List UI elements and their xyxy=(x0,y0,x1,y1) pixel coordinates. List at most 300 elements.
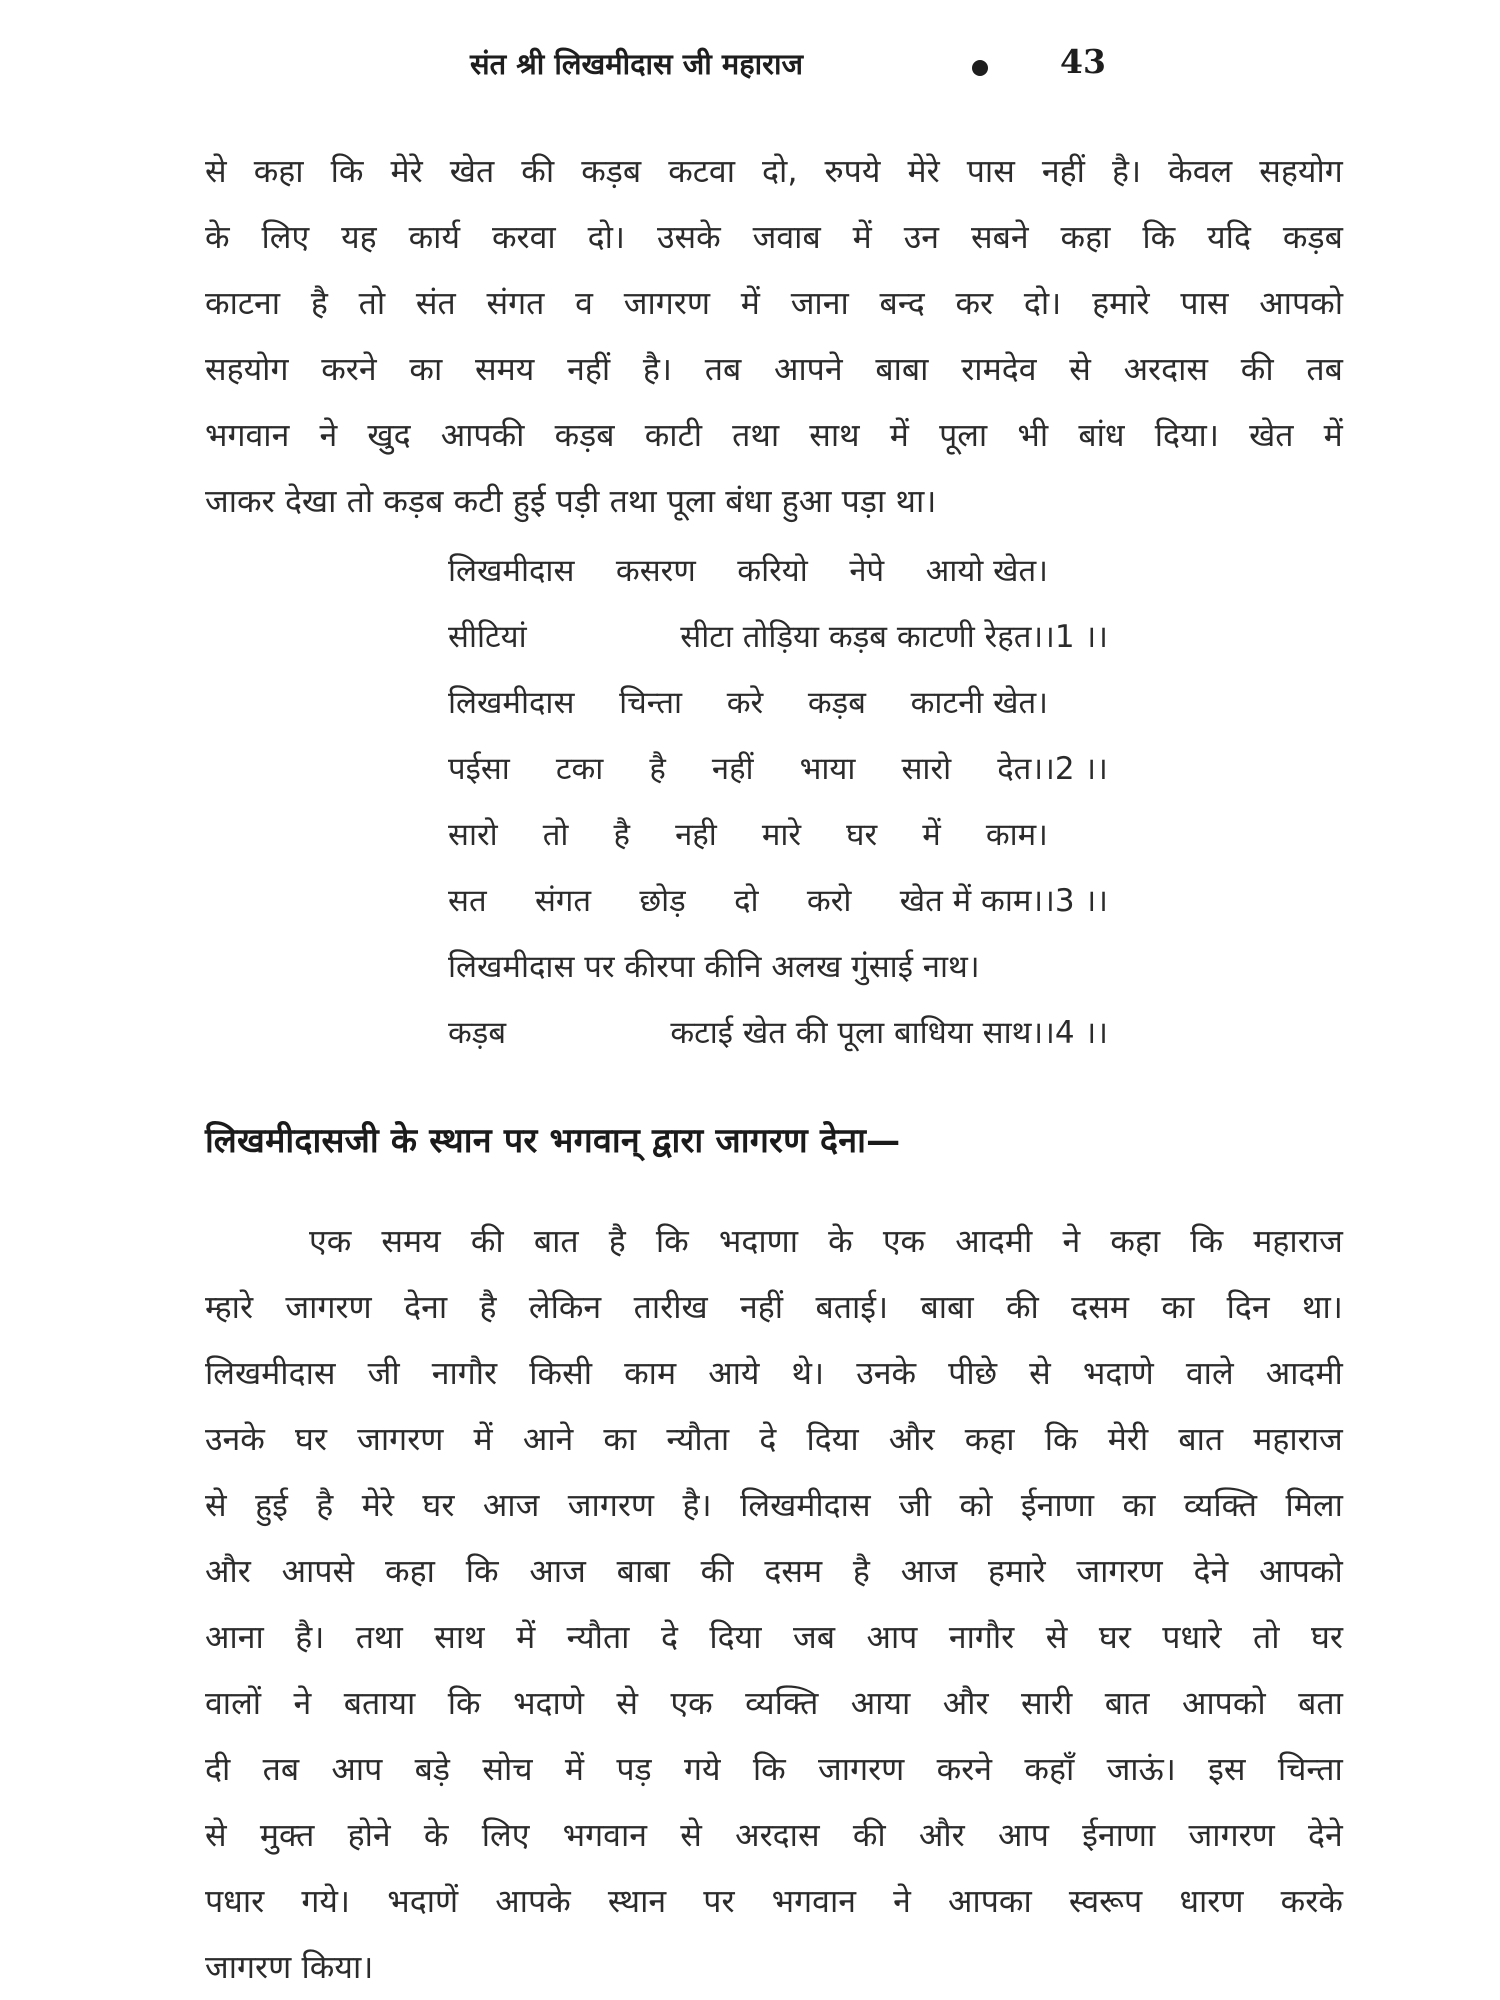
word: में xyxy=(564,1750,585,1788)
word: भदाणे xyxy=(513,1684,584,1722)
word: है। xyxy=(1112,152,1142,190)
word: कहा xyxy=(253,152,304,190)
word: बात xyxy=(533,1222,579,1260)
word: दो, xyxy=(762,152,798,190)
word: नागौर xyxy=(431,1354,498,1392)
word: बताया xyxy=(343,1684,416,1722)
word: साथ xyxy=(809,416,860,454)
word: में xyxy=(1323,416,1343,454)
word: आप xyxy=(997,1816,1049,1854)
word: तब xyxy=(1306,350,1343,388)
word: कि xyxy=(655,1222,689,1260)
word: न्यौता xyxy=(666,1420,730,1458)
word: का xyxy=(1161,1288,1195,1326)
word: सत xyxy=(448,883,487,919)
word: बंधा xyxy=(725,482,772,520)
word: सारो xyxy=(448,817,498,853)
word: आज xyxy=(482,1486,540,1524)
word: इस xyxy=(1208,1750,1246,1788)
word: पर xyxy=(703,1882,735,1920)
word: से xyxy=(205,152,227,190)
word: कसरण xyxy=(615,553,696,589)
word: का xyxy=(1122,1486,1156,1524)
word: में xyxy=(922,817,941,853)
word: आदमी xyxy=(955,1222,1033,1260)
word: छोड़ xyxy=(639,883,686,919)
word: का xyxy=(409,350,443,388)
word: कड़ब xyxy=(1282,218,1343,256)
word: आपको xyxy=(1259,1552,1343,1590)
word: रुपये xyxy=(824,152,881,190)
word: यदि xyxy=(1207,218,1251,256)
text-line xyxy=(205,468,1343,534)
word: से xyxy=(1045,1618,1068,1656)
word: दो। xyxy=(1023,284,1062,322)
word: ने xyxy=(893,1882,911,1920)
word: पीछे xyxy=(948,1354,998,1392)
word: पड़ा xyxy=(841,482,886,520)
word: जागरण xyxy=(1076,1552,1163,1590)
word: खुद xyxy=(367,416,411,454)
word: दसम xyxy=(764,1552,823,1590)
word: जाना xyxy=(790,284,849,322)
verse-line xyxy=(448,670,1118,736)
verse-line xyxy=(448,802,1118,868)
word: है xyxy=(310,284,328,322)
word: है। xyxy=(642,350,672,388)
word: है xyxy=(316,1486,334,1524)
word: मारे xyxy=(761,817,802,853)
text-line xyxy=(205,336,1343,402)
word: घर xyxy=(1098,1618,1131,1656)
word: से xyxy=(1069,350,1091,388)
word: नागौर xyxy=(948,1618,1015,1656)
word: चिन्ता xyxy=(1277,1750,1343,1788)
word: करवा xyxy=(491,218,556,256)
word: है xyxy=(852,1552,870,1590)
word: की xyxy=(1240,350,1274,388)
word: दो xyxy=(734,883,759,919)
word: जाऊं। xyxy=(1106,1750,1176,1788)
word: करो xyxy=(806,883,852,919)
word: संत xyxy=(415,284,456,322)
word: की xyxy=(1005,1288,1039,1326)
word: और xyxy=(205,1552,251,1590)
word: लिखमीदास xyxy=(448,553,575,589)
word: आपसे xyxy=(281,1552,355,1590)
word: हुआ xyxy=(781,482,832,520)
word: की xyxy=(521,152,555,190)
word: जी xyxy=(899,1486,932,1524)
word: में xyxy=(516,1618,536,1656)
word: देने xyxy=(1193,1552,1229,1590)
word: काम xyxy=(624,1354,677,1392)
word: आने xyxy=(522,1420,574,1458)
word: तो xyxy=(542,817,569,853)
word: कहा xyxy=(964,1420,1015,1458)
word: जागरण xyxy=(357,1420,444,1458)
word: दसम xyxy=(1071,1288,1129,1326)
text-line xyxy=(205,1604,1343,1670)
running-head xyxy=(0,44,1500,94)
word: कड़ब xyxy=(807,685,866,721)
word: जागरण xyxy=(1188,1816,1275,1854)
word: है xyxy=(479,1288,497,1326)
word: स्वरूप xyxy=(1068,1882,1143,1920)
word: और xyxy=(942,1684,989,1722)
word: कड़ब xyxy=(383,482,444,520)
word: पईसा xyxy=(448,751,510,787)
word: केवल xyxy=(1168,152,1233,190)
word: भगवान xyxy=(205,416,290,454)
word: की xyxy=(700,1552,734,1590)
word: लिखमीदास पर कीरपा कीनि अलख गुंसाई नाथ। xyxy=(448,949,980,985)
word: में xyxy=(740,284,760,322)
word: मुक्त xyxy=(259,1816,315,1854)
word: दे xyxy=(660,1618,678,1656)
verse-line xyxy=(448,538,1118,604)
word: बन्द xyxy=(879,284,925,322)
word: था। xyxy=(1302,1288,1343,1326)
word: किया। xyxy=(301,1948,374,1986)
word: तारीख xyxy=(633,1288,708,1326)
word: महाराज xyxy=(1253,1420,1343,1458)
word: जागरण xyxy=(567,1486,655,1524)
word: भदाणे xyxy=(1082,1354,1154,1392)
word: भगवान xyxy=(562,1816,648,1854)
word: कि xyxy=(752,1750,786,1788)
word: कि xyxy=(447,1684,481,1722)
section-heading: लिखमीदासजी के स्थान पर भगवान् द्वारा जागरण देना— xyxy=(205,1121,901,1161)
word: बात xyxy=(1178,1420,1224,1458)
word: बांध xyxy=(1078,416,1125,454)
word: मेरे xyxy=(361,1486,394,1524)
word: नेपे xyxy=(849,553,885,589)
word: भाया xyxy=(799,751,856,787)
word: देना xyxy=(404,1288,448,1326)
word: दे xyxy=(759,1420,777,1458)
word: है। xyxy=(682,1486,712,1524)
text-line xyxy=(205,1340,1343,1406)
running-head-title: संत श्री लिखमीदास जी महाराज xyxy=(470,47,803,81)
word: कहा xyxy=(1110,1222,1161,1260)
word: जाकर xyxy=(205,482,275,520)
word: तब xyxy=(262,1750,300,1788)
word: में xyxy=(852,218,872,256)
text-line xyxy=(205,1274,1343,1340)
word: सबने xyxy=(970,218,1029,256)
word: व्यक्ति xyxy=(1183,1486,1258,1524)
word: में xyxy=(473,1420,493,1458)
word: मेरे xyxy=(907,152,940,190)
word: वाले xyxy=(1185,1354,1234,1392)
word: बाबा xyxy=(920,1288,974,1326)
word: महाराज xyxy=(1253,1222,1343,1260)
word: कटी xyxy=(453,482,503,520)
word: सहयोग xyxy=(1259,152,1343,190)
word: कड़ब xyxy=(581,152,642,190)
word: से xyxy=(680,1816,702,1854)
word: साथ xyxy=(434,1618,485,1656)
word: की xyxy=(470,1222,504,1260)
word: तो xyxy=(358,284,386,322)
word: करियो xyxy=(737,553,808,589)
text-line xyxy=(205,1736,1343,1802)
word: बड़े xyxy=(414,1750,451,1788)
text-line xyxy=(205,1802,1343,1868)
word: उसके xyxy=(656,218,721,256)
word: तब xyxy=(704,350,742,388)
word: चिन्ता xyxy=(619,685,683,721)
word: पड़ी xyxy=(555,482,600,520)
word: था। xyxy=(895,482,937,520)
word: है xyxy=(608,1222,626,1260)
text-line xyxy=(205,1670,1343,1736)
word: ईनाणा xyxy=(1082,1816,1156,1854)
word: देत।।2 ।। xyxy=(997,751,1108,787)
word: पास xyxy=(966,152,1015,190)
word: बाबा xyxy=(875,350,929,388)
word: काम। xyxy=(985,817,1048,853)
word: दिया xyxy=(806,1420,859,1458)
word: आप xyxy=(331,1750,383,1788)
word: सारी xyxy=(1021,1684,1073,1722)
word: कड़ब xyxy=(448,1015,507,1051)
word: आपको xyxy=(1259,284,1343,322)
verse-line xyxy=(448,736,1118,802)
word: से xyxy=(1029,1354,1051,1392)
word: ने xyxy=(319,416,338,454)
word: के xyxy=(828,1222,853,1260)
word: पूला xyxy=(666,482,716,520)
word: खेत में काम।।3 ।। xyxy=(899,883,1108,919)
word: यह xyxy=(341,218,377,256)
word: आज xyxy=(529,1552,586,1590)
word: आपका xyxy=(948,1882,1032,1920)
word: मिला xyxy=(1285,1486,1343,1524)
word: उन xyxy=(903,218,940,256)
word: पधारे xyxy=(1162,1618,1222,1656)
word: ने xyxy=(1062,1222,1081,1260)
word: कहा xyxy=(1060,218,1111,256)
word: नही xyxy=(675,817,717,853)
word: उनके xyxy=(856,1354,917,1392)
word: सारो xyxy=(901,751,952,787)
word: नहीं xyxy=(567,350,611,388)
word: करने xyxy=(936,1750,993,1788)
verse-block xyxy=(448,538,1118,1066)
word: और xyxy=(918,1816,965,1854)
word: जागरण xyxy=(205,1948,292,1986)
verse-line xyxy=(448,1000,1118,1066)
verse-couplet xyxy=(448,670,1118,802)
word: के xyxy=(423,1816,449,1854)
word: बात xyxy=(1104,1684,1150,1722)
text-line xyxy=(205,1472,1343,1538)
word: पास xyxy=(1180,284,1229,322)
word: का xyxy=(603,1420,637,1458)
word: है। xyxy=(295,1618,325,1656)
text-line xyxy=(205,204,1343,270)
word: किसी xyxy=(529,1354,593,1392)
word: संगत xyxy=(534,883,592,919)
word: आना xyxy=(205,1618,264,1656)
word: बता xyxy=(1298,1684,1343,1722)
word: जागरण xyxy=(285,1288,372,1326)
word: तथा xyxy=(732,416,780,454)
word: स्थान xyxy=(607,1882,667,1920)
word: हुई xyxy=(255,1486,288,1524)
word: न्यौता xyxy=(566,1618,630,1656)
word: नहीं xyxy=(740,1288,784,1326)
text-line xyxy=(205,270,1343,336)
word: से xyxy=(205,1816,227,1854)
word: हुई xyxy=(512,482,546,520)
word: काटी xyxy=(644,416,702,454)
word: में xyxy=(889,416,909,454)
word: हमारे xyxy=(1092,284,1150,322)
word: लेकिन xyxy=(528,1288,602,1326)
word: घर xyxy=(1310,1618,1343,1656)
word: आपको xyxy=(1181,1684,1266,1722)
word: के xyxy=(205,218,230,256)
word: कहाँ xyxy=(1024,1750,1075,1788)
word: कि xyxy=(1044,1420,1078,1458)
word: कर xyxy=(955,284,994,322)
page-number: 43 xyxy=(1060,42,1106,81)
word: जागरण xyxy=(623,284,711,322)
word: सोच xyxy=(482,1750,533,1788)
word: दो। xyxy=(587,218,626,256)
word: एक xyxy=(309,1222,352,1260)
word: आयो खेत। xyxy=(925,553,1048,589)
word: म्हारे xyxy=(205,1288,254,1326)
word: एक xyxy=(882,1222,926,1260)
word: ने xyxy=(293,1684,312,1722)
word: सीटियां xyxy=(448,619,527,655)
word: होने xyxy=(347,1816,391,1854)
word: घर xyxy=(295,1420,328,1458)
word: खेत xyxy=(1249,416,1294,454)
verse-line xyxy=(448,868,1118,934)
word: खेत xyxy=(449,152,495,190)
word: है xyxy=(613,817,630,853)
word: गये xyxy=(683,1750,721,1788)
word: आज xyxy=(900,1552,958,1590)
word: कड़ब xyxy=(554,416,615,454)
text-line xyxy=(205,1406,1343,1472)
word: समय xyxy=(381,1222,441,1260)
word: दिन xyxy=(1226,1288,1270,1326)
word: संगत xyxy=(486,284,545,322)
word: काटनी खेत। xyxy=(910,685,1048,721)
word: एक xyxy=(670,1684,713,1722)
word: हमारे xyxy=(988,1552,1046,1590)
word: मेरी xyxy=(1107,1420,1149,1458)
word: आपकी xyxy=(440,416,525,454)
word: वालों xyxy=(205,1684,262,1722)
word: दी xyxy=(205,1750,231,1788)
word: अरदास xyxy=(735,1816,820,1854)
word: नहीं xyxy=(1041,152,1085,190)
word: रामदेव xyxy=(961,350,1037,388)
word: से xyxy=(205,1486,227,1524)
word: लिखमीदास xyxy=(740,1486,871,1524)
word: टका xyxy=(555,751,604,787)
word: करने xyxy=(321,350,377,388)
word: आदमी xyxy=(1265,1354,1343,1392)
word: कार्य xyxy=(408,218,461,256)
verse-line xyxy=(448,934,1118,1000)
text-line xyxy=(205,138,1343,204)
word: आया xyxy=(850,1684,911,1722)
word: पूला xyxy=(939,416,988,454)
word: दिया। xyxy=(1154,416,1219,454)
text-line xyxy=(205,1208,1343,1274)
word: तथा xyxy=(355,1618,403,1656)
word: लिखमीदास xyxy=(448,685,575,721)
word: लिए xyxy=(481,1816,530,1854)
verse-couplet xyxy=(448,802,1118,934)
paragraph-2 xyxy=(205,1208,1343,2000)
word: व्यक्ति xyxy=(745,1684,819,1722)
word: जब xyxy=(792,1618,836,1656)
word: पड़ xyxy=(616,1750,652,1788)
word: देने xyxy=(1308,1816,1343,1854)
word: ईनाणा xyxy=(1020,1486,1095,1524)
word: कि xyxy=(465,1552,499,1590)
word: काटना xyxy=(205,284,281,322)
word: घर xyxy=(846,817,878,853)
word: लिए xyxy=(261,218,310,256)
word: बताई। xyxy=(815,1288,889,1326)
word: तो xyxy=(1252,1618,1280,1656)
word: आपने xyxy=(773,350,843,388)
word: घर xyxy=(422,1486,455,1524)
word: व xyxy=(575,284,593,322)
word: देखा xyxy=(284,482,337,520)
word: अरदास xyxy=(1123,350,1209,388)
word: कटाई खेत की पूला बाधिया साथ।।4 ।। xyxy=(670,1015,1108,1051)
word: तो xyxy=(346,482,374,520)
text-line xyxy=(205,1538,1343,1604)
word: और xyxy=(888,1420,935,1458)
word: भदाणा xyxy=(718,1222,799,1260)
word: दिया xyxy=(709,1618,762,1656)
word: है xyxy=(649,751,666,787)
verse-line xyxy=(448,604,1118,670)
word: कि xyxy=(330,152,364,190)
word: थे। xyxy=(791,1354,825,1392)
word: आपके xyxy=(495,1882,571,1920)
word: लिखमीदास xyxy=(205,1354,336,1392)
word: को xyxy=(959,1486,993,1524)
word: करे xyxy=(726,685,764,721)
word: आये xyxy=(708,1354,760,1392)
word: भगवान xyxy=(771,1882,857,1920)
word: कि xyxy=(1142,218,1176,256)
word: भी xyxy=(1017,416,1049,454)
verse-couplet xyxy=(448,538,1118,670)
word: समय xyxy=(475,350,535,388)
text-line xyxy=(205,1868,1343,1934)
word: आप xyxy=(866,1618,918,1656)
word: सहयोग xyxy=(205,350,289,388)
word: जी xyxy=(367,1354,400,1392)
word: पधार xyxy=(205,1882,265,1920)
word: धारण xyxy=(1179,1882,1244,1920)
word: मेरे xyxy=(390,152,423,190)
